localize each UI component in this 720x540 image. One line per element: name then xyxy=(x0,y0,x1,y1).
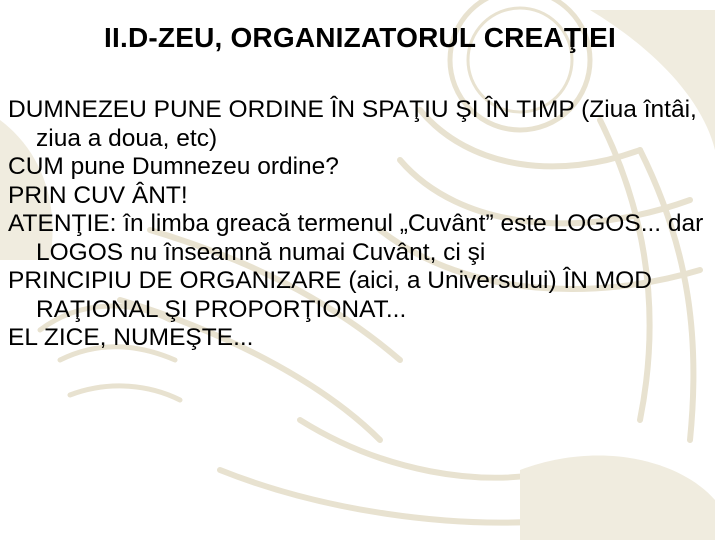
paragraph-organizing-principle: PRINCIPIU DE ORGANIZARE (aici, a Universului) ÎN MOD RAŢIONAL ŞI PROPORŢIONAT... xyxy=(8,267,652,323)
paragraph-order-in-space-time: DUMNEZEU PUNE ORDINE ÎN SPAŢIU ŞI ÎN TIMP (Ziua întâi, ziua a doua, etc) xyxy=(8,96,697,152)
paragraph-through-word: PRIN CUV ÂNT! xyxy=(8,181,188,209)
paragraph-logos-note: ATENŢIE: în limba greacă termenul „Cuvânt” este LOGOS... dar LOGOS nu înseamnă numai Cuvânt, ci şi xyxy=(8,210,704,266)
slide-body xyxy=(8,96,716,353)
slide-title: II.D-ZEU, ORGANIZATORUL CREAŢIEI xyxy=(104,22,616,53)
paragraph-question-how: CUM pune Dumnezeu ordine? xyxy=(8,153,339,180)
paragraph-he-speaks: EL ZICE, NUMEŞTE... xyxy=(8,324,254,351)
